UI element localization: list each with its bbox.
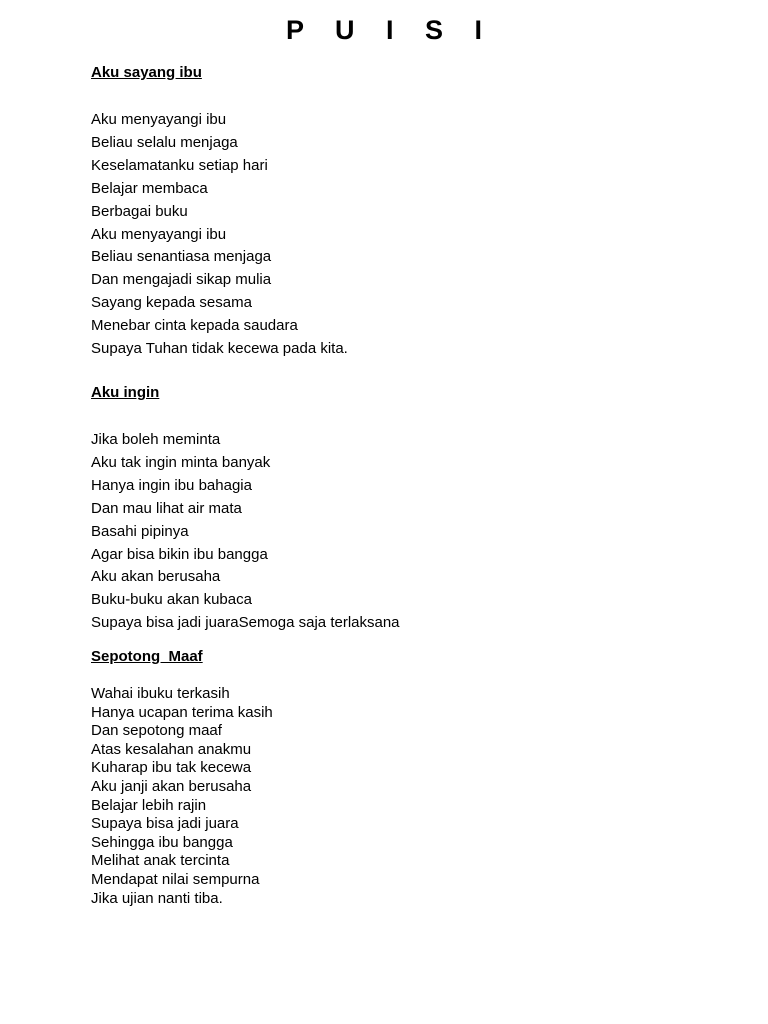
poem-line: Basahi pipinya (91, 522, 189, 540)
poem-line: Beliau selalu menjaga (91, 133, 238, 151)
poem-aku-sayang-ibu (91, 64, 731, 361)
poem-lines (91, 685, 731, 908)
poem-line: Dan sepotong maaf (91, 722, 222, 740)
poem-line: Supaya bisa jadi juara (91, 815, 239, 833)
poem-line: Beliau senantiasa menjaga (91, 248, 272, 266)
poem-line: Belajar lebih rajin (91, 796, 207, 814)
poem-line: Aku janji akan berusaha (91, 777, 252, 795)
poem-line: Melihat anak tercinta (91, 852, 230, 870)
poem-lines (91, 429, 731, 635)
poem-line: Belajar membaca (91, 179, 208, 197)
poem-line: Menebar cinta kepada saudara (91, 317, 298, 335)
poem-aku-ingin (91, 384, 731, 635)
page-title: P U I S I (285, 15, 495, 45)
poem-line: Sehingga ibu bangga (91, 833, 233, 851)
poem-line: Jika boleh meminta (91, 431, 221, 448)
poem-line: Atas kesalahan anakmu (91, 740, 252, 758)
poem-line: Wahai ibuku terkasih (91, 685, 230, 702)
poem-line: Aku menyayangi ibu (91, 225, 227, 243)
poem-line: Hanya ucapan terima kasih (91, 703, 273, 721)
poem-line: Jika ujian nanti tiba. (91, 889, 223, 907)
poem-line: Sayang kepada sesama (91, 294, 252, 312)
poem-line: Keselamatanku setiap hari (91, 156, 268, 174)
poem-line: Buku-buku akan kubaca (91, 591, 252, 609)
poem-title: Aku ingin (91, 384, 160, 401)
poem-line: Kuharap ibu tak kecewa (91, 759, 252, 777)
poem-line: Berbagai buku (91, 202, 188, 220)
poem-line: Hanya ingin ibu bahagia (91, 476, 252, 494)
poem-line: Aku menyayangi ibu (91, 111, 227, 128)
poem-line: Dan mengajadi sikap mulia (91, 271, 272, 289)
poem-lines (91, 109, 731, 361)
poem-line: Supaya Tuhan tidak kecewa pada kita. (91, 340, 348, 358)
poem-line: Mendapat nilai sempurna (91, 870, 260, 888)
poem-sepotong-maaf (91, 648, 731, 908)
poem-line: Aku tak ingin minta banyak (91, 453, 271, 471)
poem-line: Agar bisa bikin ibu bangga (91, 545, 268, 563)
poem-line: Supaya bisa jadi juaraSemoga saja terlaksana (91, 614, 400, 632)
poem-line: Aku akan berusaha (91, 568, 221, 586)
poem-title: Aku sayang ibu (91, 64, 202, 81)
poem-line: Dan mau lihat air mata (91, 499, 242, 517)
poem-title: Sepotong Maaf (91, 648, 203, 665)
